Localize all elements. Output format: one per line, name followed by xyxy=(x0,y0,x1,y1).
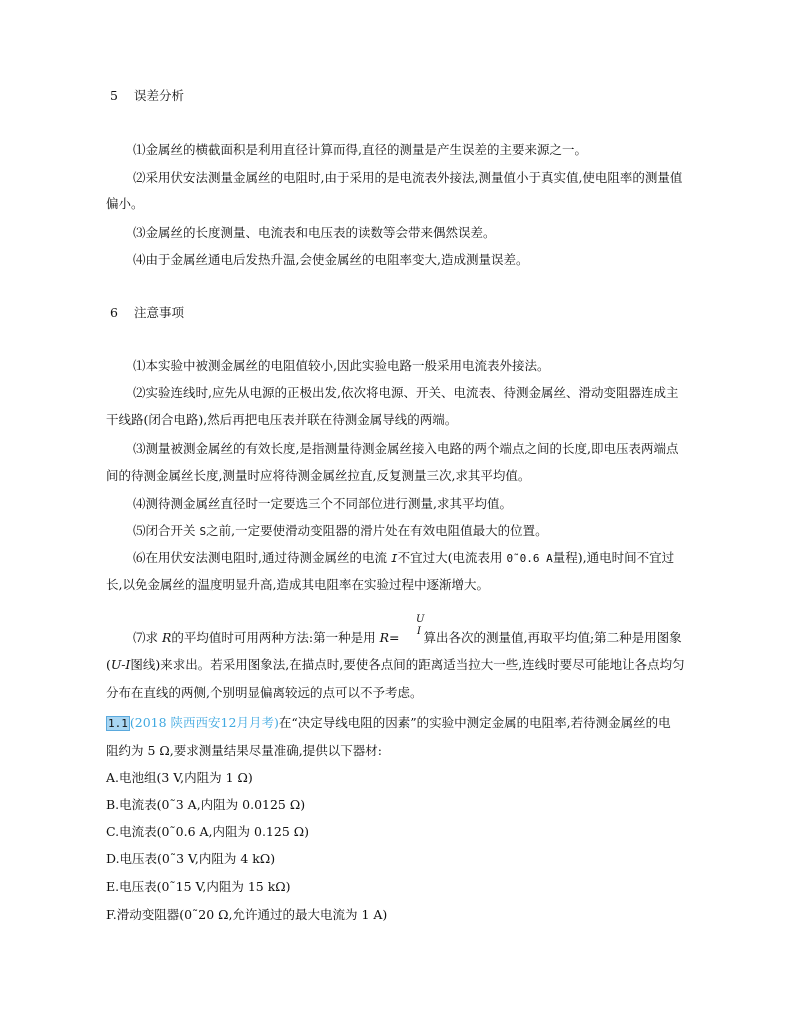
paragraph-continuation: 偏小。 xyxy=(106,196,144,211)
fraction-denominator: I xyxy=(417,626,421,637)
paragraph: ⑺求 R的平均值时可用两种方法:第一种是用 R= 算出各次的测量值,再取平均值;第二种是用图象 xyxy=(133,630,682,645)
fraction-numerator: U xyxy=(416,614,425,625)
paragraph-continuation: 分布在直线的两侧,个别明显偏离较远的点可以不予考虑。 xyxy=(106,685,423,700)
paragraph-continuation: 间的待测金属丝长度,测量时应将待测金属丝拉直,反复测量三次,求其平均值。 xyxy=(106,468,531,483)
question-line xyxy=(106,710,671,737)
paragraph-continuation: 干线路(闭合电路),然后再把电压表并联在待测金属导线的两端。 xyxy=(106,412,458,427)
option-c: C.电流表(0˜0.6 A,内阻为 0.125 Ω) xyxy=(106,824,309,839)
option-d: D.电压表(0˜3 V,内阻为 4 kΩ) xyxy=(106,851,276,866)
paragraph: ⑵采用伏安法测量金属丝的电阻时,由于采用的是电流表外接法,测量值小于真实值,使电阻率的测量值 xyxy=(133,170,683,185)
paragraph: ⑷测待测金属丝直径时一定要选三个不同部位进行测量,求其平均值。 xyxy=(133,496,512,511)
question-line: 阻约为 5 Ω,要求测量结果尽量准确,提供以下器材: xyxy=(106,743,382,758)
option-b: B.电流表(0˜3 A,内阻为 0.0125 Ω) xyxy=(106,797,306,812)
question-source: (2018 陕西西安12月月考) xyxy=(129,715,279,730)
paragraph-continuation: 长,以免金属丝的温度明显升高,造成其电阻率在实验过程中逐渐增大。 xyxy=(106,577,489,592)
paragraph-continuation: (U-I图线)来求出。若采用图象法,在描点时,要使各点间的距离适当拉大一些,连线时要尽可能地让各点均匀 xyxy=(106,657,685,672)
section-number: 5 xyxy=(110,88,118,103)
question-text: 在“决定导线电阻的因素”的实验中测定金属的电阻率,若待测金属丝的电 xyxy=(278,715,671,730)
paragraph: ⑶金属丝的长度测量、电流表和电压表的读数等会带来偶然误差。 xyxy=(133,225,496,240)
section-title: 误差分析 xyxy=(134,88,185,103)
paragraph: ⑹在用伏安法测电阻时,通过待测金属丝的电流 I不宜过大(电流表用 0˜0.6 A量程),通电时间不宜过 xyxy=(133,550,675,565)
question-number-tag: 1.1 xyxy=(108,717,128,730)
paragraph: ⑵实验连线时,应先从电源的正极出发,依次将电源、开关、电流表、待测金属丝、滑动变阻器连成主 xyxy=(133,385,679,400)
section-heading-6 xyxy=(110,303,184,321)
paragraph: ⑴金属丝的横截面积是利用直径计算而得,直径的测量是产生误差的主要来源之一。 xyxy=(133,142,587,157)
paragraph: ⑸闭合开关 S之前,一定要使滑动变阻器的滑片处在有效电阻值最大的位置。 xyxy=(133,523,548,538)
option-f: F.滑动变阻器(0˜20 Ω,允许通过的最大电流为 1 A) xyxy=(106,907,388,922)
option-e: E.电压表(0˜15 V,内阻为 15 kΩ) xyxy=(106,879,291,894)
option-a: A.电池组(3 V,内阻为 1 Ω) xyxy=(106,770,253,785)
section-title: 注意事项 xyxy=(134,305,185,320)
paragraph: ⑷由于金属丝通电后发热升温,会使金属丝的电阻率变大,造成测量误差。 xyxy=(133,252,529,267)
paragraph: ⑶测量被测金属丝的有效长度,是指测量待测金属丝接入电路的两个端点之间的长度,即电压表两端点 xyxy=(133,441,679,456)
paragraph: ⑴本实验中被测金属丝的电阻值较小,因此实验电路一般采用电流表外接法。 xyxy=(133,358,550,373)
section-number: 6 xyxy=(110,305,118,320)
section-heading-5 xyxy=(110,86,184,104)
